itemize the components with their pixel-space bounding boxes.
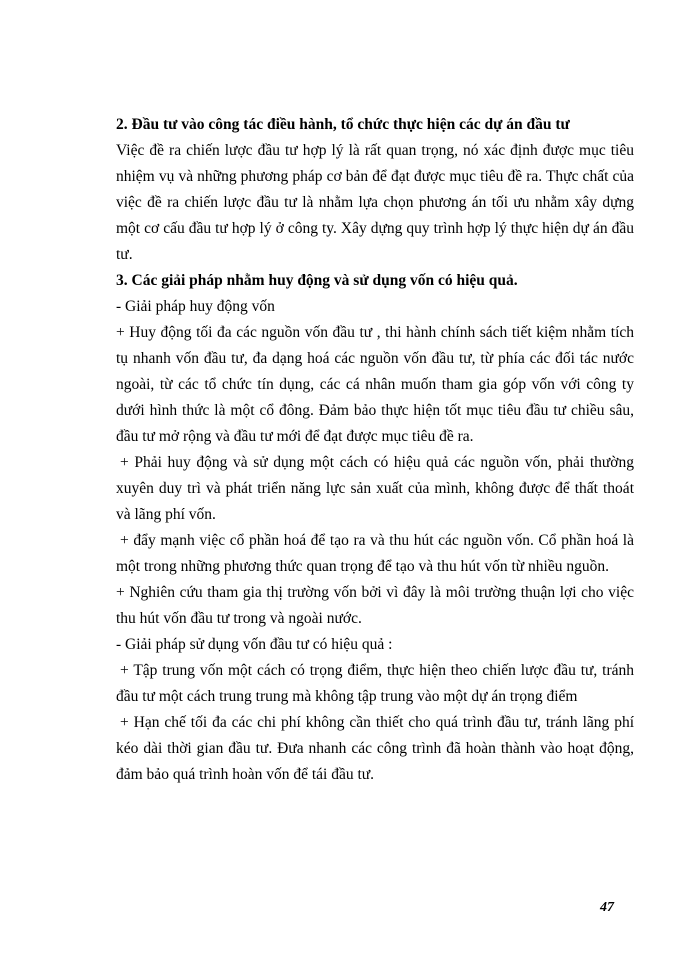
section-3-heading: 3. Các giải pháp nhằm huy động và sử dụng vốn có hiệu quả. [116,272,518,289]
capital-mobilization-item-3: + đẩy mạnh việc cổ phần hoá để tạo ra và thu hút các nguồn vốn. Cổ phần hoá là một trong những phương thức quan trọng để tạo và thu hút vốn từ nhiều nguồn. [116,532,634,575]
capital-mobilization-title: - Giải pháp huy động vốn [116,298,275,315]
page-content [116,112,634,788]
capital-mobilization-item-4: + Nghiên cứu tham gia thị trường vốn bởi vì đây là môi trường thuận lợi cho việc thu hút vốn đầu tư trong và ngoài nước. [116,584,634,627]
capital-mobilization-item-2: + Phải huy động và sử dụng một cách có hiệu quả các nguồn vốn, phải thường xuyên duy trì và phát triển năng lực sản xuất của mình, không được để thất thoát và lãng phí vốn. [116,454,634,523]
section-2-heading: 2. Đầu tư vào công tác điều hành, tổ chức thực hiện các dự án đầu tư [116,116,570,133]
capital-usage-item-2: + Hạn chế tối đa các chi phí không cần thiết cho quá trình đầu tư, tránh lãng phí kéo dài thời gian đầu tư. Đưa nhanh các công trình đã hoàn thành vào hoạt động, đảm bảo quá trình hoàn vốn để tái đầu tư. [116,714,634,783]
capital-mobilization-item-1: + Huy động tối đa các nguồn vốn đầu tư , thi hành chính sách tiết kiệm nhằm tích tụ nhanh vốn đầu tư, đa dạng hoá các nguồn vốn đầu tư, từ phía các đối tác nước ngoài, từ các tổ chức tín dụng, các cá nhân muốn tham gia góp vốn với công ty dưới hình thức là một cổ đông. Đảm bảo thực hiện tốt mục tiêu đầu tư chiều sâu, đầu tư mở rộng và đầu tư mới để đạt được mục tiêu đề ra. [116,324,634,445]
capital-usage-item-1: + Tập trung vốn một cách có trọng điểm, thực hiện theo chiến lược đầu tư, tránh đầu tư một cách trung trung mà không tập trung vào một dự án trọng điểm [116,662,634,705]
capital-usage-title: - Giải pháp sử dụng vốn đầu tư có hiệu quả : [116,636,393,653]
page-number: 47 [600,900,614,915]
section-2-paragraph: Việc đề ra chiến lược đầu tư hợp lý là rất quan trọng, nó xác định được mục tiêu nhiệm vụ và những phương pháp cơ bản để đạt được mục tiêu đề ra. Thực chất của việc đề ra chiến lược đầu tư là nhằm lựa chọn phương án tối ưu nhằm xây dựng một cơ cấu đầu tư hợp lý ở công ty. Xây dựng quy trình hợp lý thực hiện dự án đầu tư. [116,142,634,263]
